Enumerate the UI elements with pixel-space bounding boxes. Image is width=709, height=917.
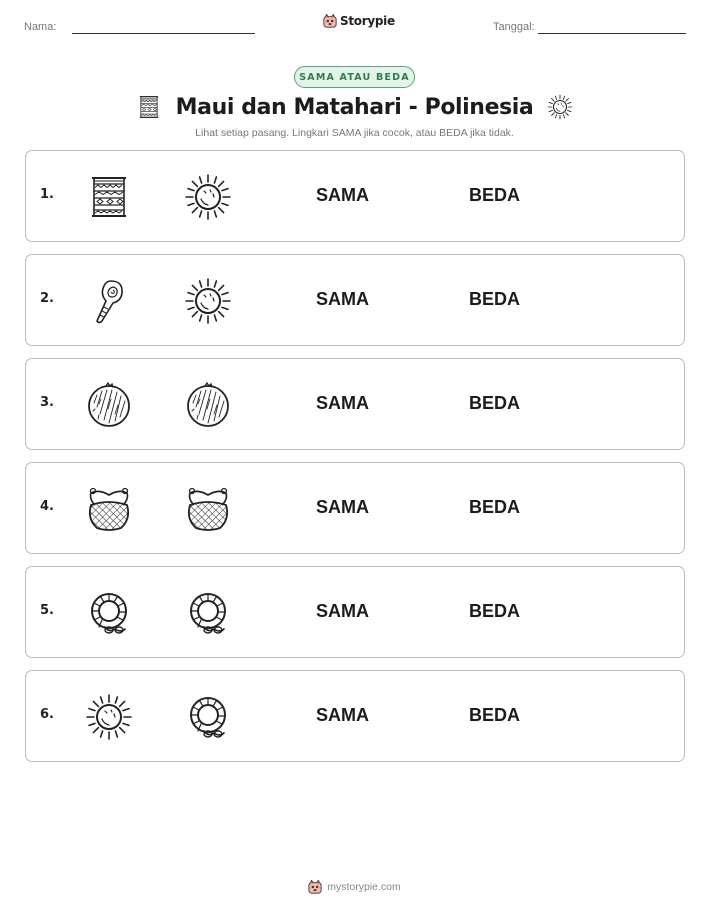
- same-option[interactable]: SAMA: [316, 393, 369, 413]
- coconut-icon: [85, 381, 133, 429]
- sun-icon: [184, 277, 232, 325]
- coconut-icon: [184, 381, 232, 429]
- question-number: 5.: [40, 603, 54, 618]
- storypie-mascot-icon: [323, 14, 337, 28]
- net-bag-icon: [184, 485, 232, 533]
- question-number: 4.: [40, 499, 54, 514]
- same-option[interactable]: SAMA: [316, 705, 369, 725]
- footer: [0, 880, 709, 894]
- different-option[interactable]: BEDA: [469, 289, 521, 309]
- question-row: [25, 462, 685, 554]
- question-number: 3.: [40, 395, 54, 410]
- question-row: [25, 566, 685, 658]
- footer-url[interactable]: mystorypie.com: [327, 881, 401, 893]
- rope-ring-icon: [184, 693, 232, 741]
- page-title: Maui dan Matahari - Polinesia: [175, 94, 534, 120]
- name-line[interactable]: [72, 33, 255, 34]
- net-bag-icon: [85, 485, 133, 533]
- fishhook-icon: [85, 277, 133, 325]
- question-number: 2.: [40, 291, 54, 306]
- title-row: [0, 90, 709, 124]
- question-row: [25, 670, 685, 762]
- same-option[interactable]: SAMA: [316, 289, 369, 309]
- sun-icon: [184, 173, 232, 221]
- same-option[interactable]: SAMA: [316, 185, 369, 205]
- worksheet-header: [0, 0, 709, 50]
- question-number: 6.: [40, 707, 54, 722]
- brand-name: Storypie: [340, 14, 395, 28]
- same-option[interactable]: SAMA: [316, 601, 369, 621]
- question-list: [25, 150, 685, 774]
- sun-icon: [85, 693, 133, 741]
- question-row: [25, 254, 685, 346]
- storypie-mascot-icon: [308, 880, 322, 894]
- activity-badge: SAMA ATAU BEDA: [294, 66, 415, 88]
- different-option[interactable]: BEDA: [469, 601, 521, 621]
- question-number: 1.: [40, 187, 54, 202]
- question-row: [25, 150, 685, 242]
- different-option[interactable]: BEDA: [469, 705, 521, 725]
- brand: [323, 14, 395, 28]
- date-line[interactable]: [538, 33, 686, 34]
- question-row: [25, 358, 685, 450]
- instructions: Lihat setiap pasang. Lingkari SAMA jika cocok, atau BEDA jika tidak.: [195, 127, 514, 139]
- rope-ring-icon: [184, 589, 232, 637]
- different-option[interactable]: BEDA: [469, 393, 521, 413]
- date-label: Tanggal:: [493, 21, 535, 33]
- different-option[interactable]: BEDA: [469, 497, 521, 517]
- different-option[interactable]: BEDA: [469, 185, 521, 205]
- rope-ring-icon: [85, 589, 133, 637]
- sun-icon: [547, 94, 573, 120]
- tapa-cloth-icon: [85, 173, 133, 221]
- name-label: Nama:: [24, 21, 57, 33]
- tapa-cloth-icon: [136, 94, 162, 120]
- same-option[interactable]: SAMA: [316, 497, 369, 517]
